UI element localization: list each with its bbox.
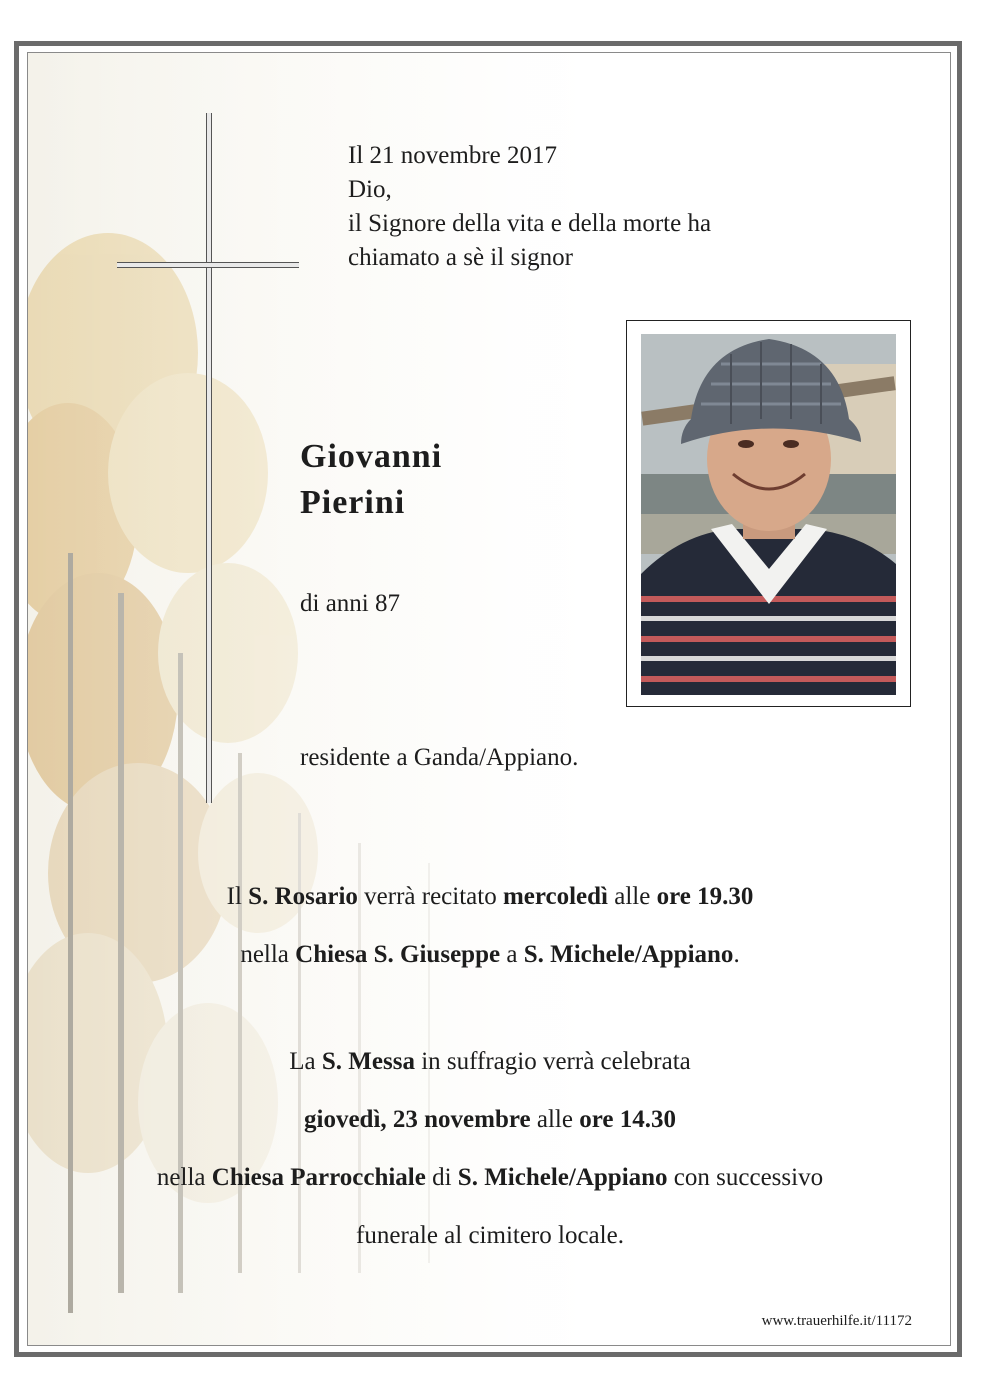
last-name: Pierini — [300, 484, 406, 521]
text-fragment: di — [425, 1164, 458, 1191]
portrait-image — [641, 334, 896, 695]
cross-horizontal-bar — [117, 262, 299, 268]
intro-line-chiamato: chiamato a sè il signor — [348, 244, 573, 271]
text-fragment: Il — [226, 883, 249, 910]
text-fragment: La — [289, 1048, 322, 1075]
text-fragment: verrà recitato — [357, 883, 503, 910]
rosario-day: mercoledì — [502, 883, 609, 910]
messa-line-4 — [28, 1207, 952, 1265]
residence-text: residente a Ganda/Appiano. — [300, 744, 579, 771]
deceased-name — [300, 434, 442, 526]
text-fragment: alle — [530, 1106, 580, 1133]
intro-text — [348, 139, 711, 275]
messa-place: S. Michele/Appiano — [457, 1164, 668, 1191]
messa-line-1 — [28, 1033, 952, 1091]
text-fragment: con successivo — [667, 1164, 824, 1191]
portrait-frame — [626, 320, 911, 707]
rosario-church: Chiesa S. Giuseppe — [295, 941, 501, 968]
text-fragment: in suffragio verrà celebrata — [414, 1048, 691, 1075]
first-name: Giovanni — [300, 438, 443, 475]
messa-time: ore 14.30 — [579, 1106, 676, 1133]
age-text: di anni 87 — [300, 590, 400, 617]
messa-church: Chiesa Parrocchiale — [211, 1164, 426, 1191]
intro-line-dio: Dio, — [348, 176, 392, 203]
text-fragment: a — [500, 941, 524, 968]
messa-date: giovedì, 23 novembre — [304, 1106, 531, 1133]
intro-line-signore: il Signore della vita e della morte ha — [348, 210, 712, 237]
text-fragment: alle — [608, 883, 657, 910]
rosario-line-2 — [28, 926, 952, 984]
website-url: www.trauerhilfe.it/11172 — [761, 1313, 912, 1329]
rosario-line-1 — [28, 868, 952, 926]
intro-line-date: Il 21 novembre 2017 — [348, 142, 557, 169]
messa-label: S. Messa — [321, 1048, 415, 1075]
messa-line-3 — [28, 1149, 952, 1207]
cross-vertical-bar — [206, 113, 212, 803]
rosario-announcement — [28, 868, 952, 984]
rosario-place: S. Michele/Appiano — [523, 941, 734, 968]
text-fragment: . — [733, 941, 740, 968]
text-fragment: nella — [240, 941, 296, 968]
text-fragment: funerale al cimitero locale. — [356, 1222, 624, 1249]
messa-line-2 — [28, 1091, 952, 1149]
text-fragment: nella — [156, 1164, 212, 1191]
rosario-label: S. Rosario — [248, 883, 358, 910]
rosario-time: ore 19.30 — [656, 883, 754, 910]
portrait-photo — [641, 334, 896, 695]
messa-announcement — [28, 1033, 952, 1265]
